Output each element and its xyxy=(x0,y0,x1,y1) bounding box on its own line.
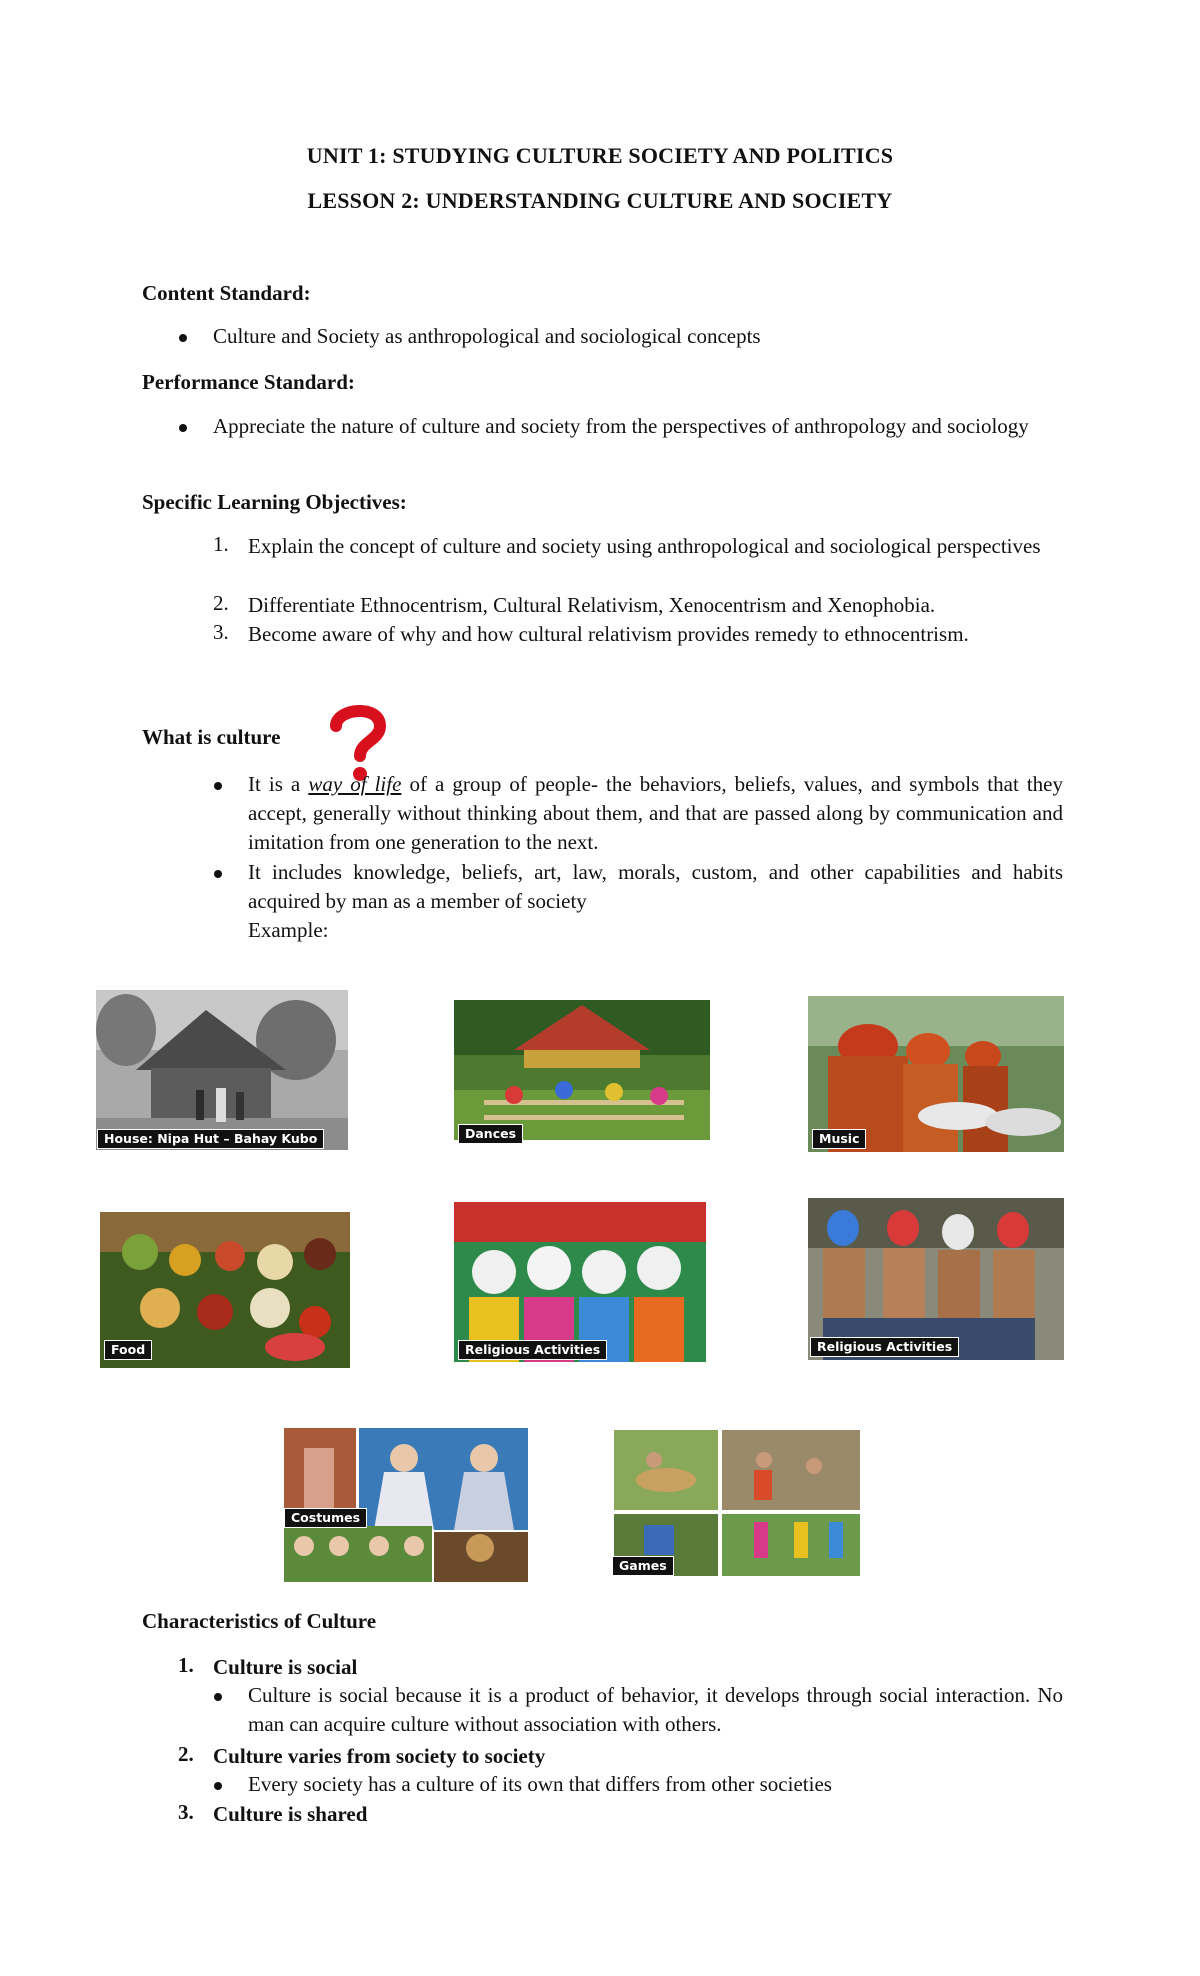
bullet-icon xyxy=(214,870,222,878)
way-of-life-emphasis: way of life xyxy=(308,772,402,796)
characteristic-number: 2. xyxy=(178,1742,194,1766)
objective-number: 1. xyxy=(213,532,229,556)
lesson-title: LESSON 2: UNDERSTANDING CULTURE AND SOCIETY xyxy=(307,188,893,213)
photo-caption: Religious Activities xyxy=(458,1340,607,1360)
photo-caption: Music xyxy=(812,1129,866,1149)
culture-includes-item: It includes knowledge, beliefs, art, law, morals, custom, and other capabilities and habits acquired by man as a member of society xyxy=(248,860,1063,913)
content-standard-heading: Content Standard: xyxy=(142,281,311,305)
dances-photo xyxy=(454,1000,710,1140)
characteristic-title: Culture is social xyxy=(213,1655,358,1679)
performance-standard-item: Appreciate the nature of culture and society from the perspectives of anthropology and sociology xyxy=(213,414,1029,438)
bullet-icon xyxy=(214,1693,222,1701)
costumes-photo xyxy=(284,1428,528,1582)
bullet-icon xyxy=(214,1782,222,1790)
what-is-culture-heading: What is culture xyxy=(142,725,281,749)
characteristic-number: 1. xyxy=(178,1653,194,1677)
unit-title: UNIT 1: STUDYING CULTURE SOCIETY AND POLITICS xyxy=(306,143,894,168)
definition-post: of a group of people- the behaviors, beliefs, values, and symbols that they accept, generally without thinking about them, and that are passed along by communication and imitation from one generation to the next. xyxy=(248,772,1063,854)
characteristic-title: Culture is shared xyxy=(213,1802,368,1826)
characteristic-title: Culture varies from society to society xyxy=(213,1744,546,1768)
objective-number: 2. xyxy=(213,591,229,615)
characteristics-heading: Characteristics of Culture xyxy=(142,1609,377,1633)
characteristic-detail: Culture is social because it is a product of behavior, it develops through social interaction. No man can acquire culture without association with others. xyxy=(248,1683,1063,1736)
content-standard-item: Culture and Society as anthropological and sociological concepts xyxy=(213,324,761,348)
religious-activities-photo xyxy=(808,1198,1064,1360)
photo-caption: Food xyxy=(104,1340,152,1360)
photo-caption: Costumes xyxy=(284,1508,367,1528)
characteristic-detail: Every society has a culture of its own that differs from other societies xyxy=(248,1772,832,1796)
characteristic-number: 3. xyxy=(178,1800,194,1824)
bullet-icon xyxy=(179,334,187,342)
photo-caption: House: Nipa Hut – Bahay Kubo xyxy=(97,1129,324,1149)
definition-pre: It is a xyxy=(248,772,309,796)
photo-caption: Dances xyxy=(458,1124,523,1144)
objective-item: Explain the concept of culture and society using anthropological and sociological perspectives xyxy=(248,534,1041,558)
objectives-heading: Specific Learning Objectives: xyxy=(142,490,407,514)
objective-item: Become aware of why and how cultural relativism provides remedy to ethnocentrism. xyxy=(248,622,969,646)
culture-definition-item xyxy=(248,770,1063,857)
photo-caption: Religious Activities xyxy=(810,1337,959,1357)
religious-activities-photo xyxy=(454,1202,706,1362)
example-label: Example: xyxy=(248,918,329,942)
nipa-hut-photo xyxy=(96,990,348,1150)
games-photo xyxy=(614,1430,860,1576)
bullet-icon xyxy=(214,782,222,790)
performance-standard-heading: Performance Standard: xyxy=(142,370,355,394)
photo-caption: Games xyxy=(612,1556,674,1576)
objective-item: Differentiate Ethnocentrism, Cultural Relativism, Xenocentrism and Xenophobia. xyxy=(248,593,936,617)
bullet-icon xyxy=(179,424,187,432)
objective-number: 3. xyxy=(213,620,229,644)
